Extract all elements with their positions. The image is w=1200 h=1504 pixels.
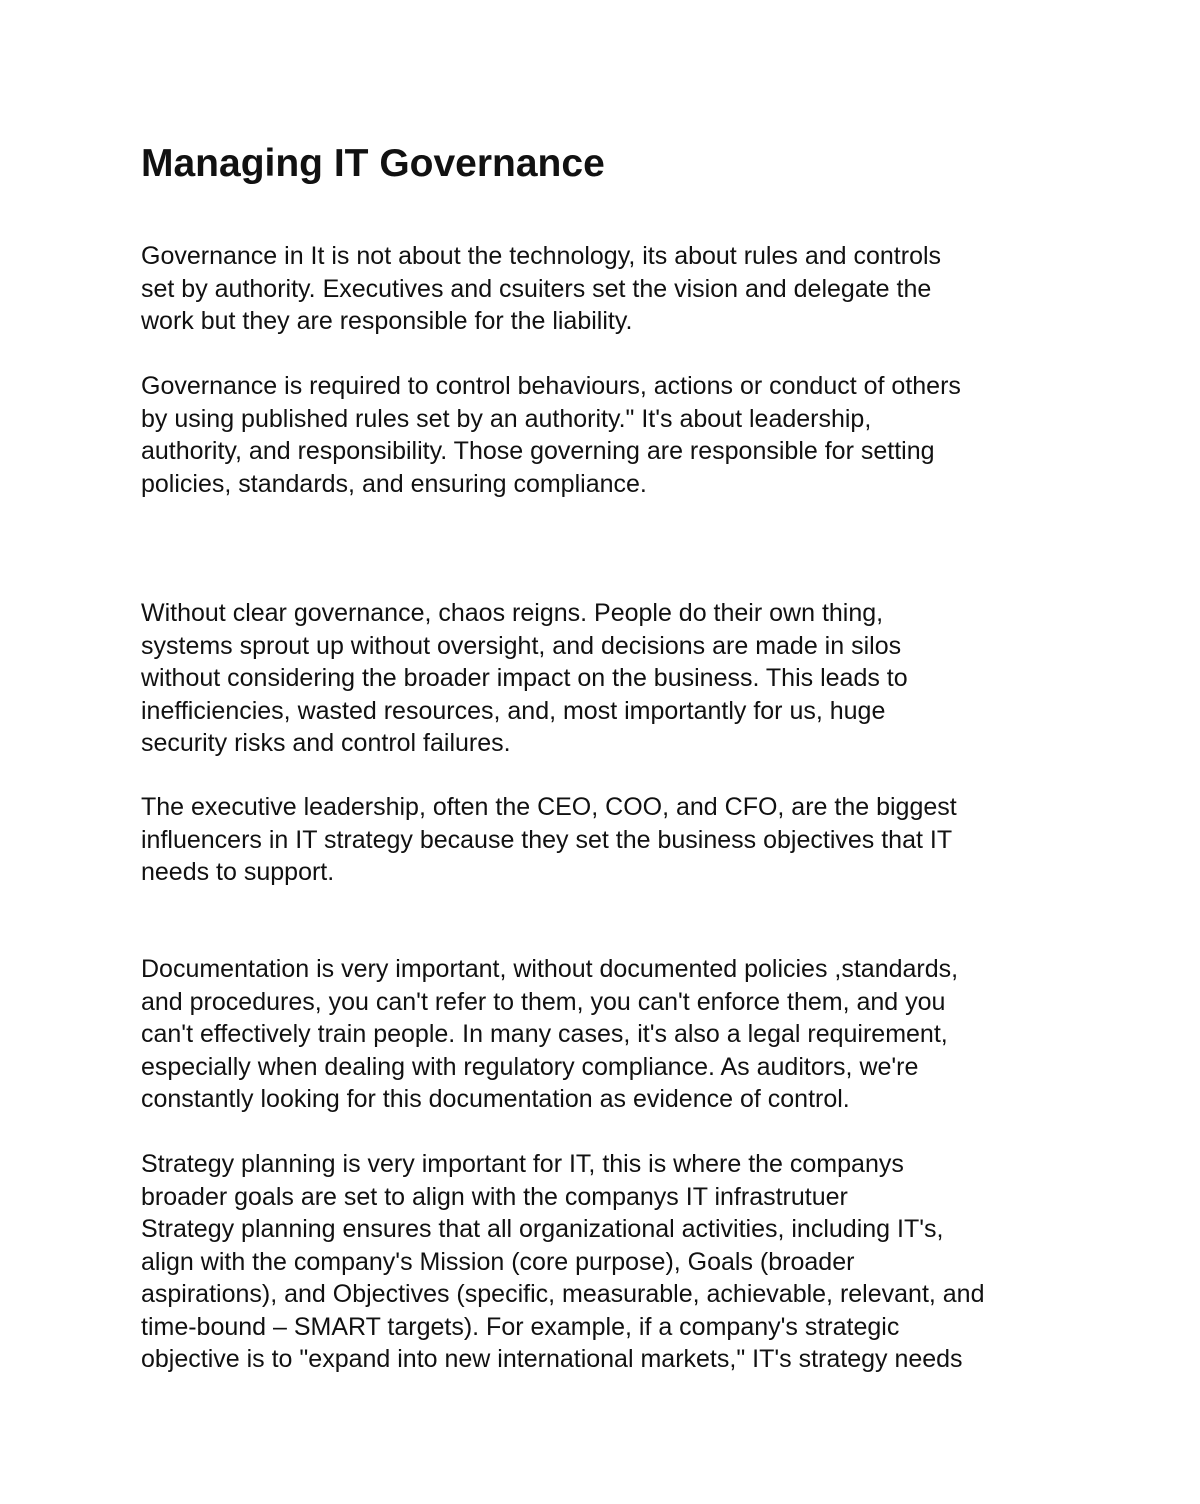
text-line: and procedures, you can't refer to them, you can't enforce them, and you [141, 987, 946, 1016]
text-line: The executive leadership, often the CEO, COO, and CFO, are the biggest [141, 793, 957, 821]
text-line: aspirations), and Objectives (specific, measurable, achievable, relevant, and [141, 1280, 985, 1308]
text-line: Strategy planning ensures that all organizational activities, including IT's, [141, 1215, 944, 1243]
text-line: policies, standards, and ensuring compliance. [141, 469, 647, 498]
page-title: Managing IT Governance [141, 142, 605, 185]
text-line: Governance is required to control behaviours, actions or conduct of others [141, 372, 961, 400]
text-line: by using published rules set by an authority." It's about leadership, [141, 404, 872, 433]
text-line: set by authority. Executives and csuiters set the vision and delegate the [141, 274, 932, 303]
text-line: objective is to "expand into new international markets," IT's strategy needs [141, 1345, 963, 1373]
paragraph-documentation [141, 953, 1081, 1116]
text-line: especially when dealing with regulatory compliance. As auditors, we're [141, 1052, 919, 1081]
text-line: Strategy planning is very important for IT, this is where the companys [141, 1150, 904, 1178]
paragraph-executive-leadership [141, 791, 1081, 889]
paragraph-governance-control [141, 370, 1081, 500]
text-line: inefficiencies, wasted resources, and, most importantly for us, huge [141, 696, 886, 725]
text-line: needs to support. [141, 858, 335, 886]
text-line: security risks and control failures. [141, 729, 511, 757]
text-line: align with the company's Mission (core purpose), Goals (broader [141, 1247, 855, 1276]
text-line: work but they are responsible for the liability. [141, 307, 633, 335]
text-line: without considering the broader impact on the business. This leads to [141, 664, 908, 692]
text-line: Governance in It is not about the technology, its about rules and controls [141, 242, 942, 270]
text-line: Documentation is very important, without documented policies ,standards, [141, 955, 959, 983]
text-line: broader goals are set to align with the companys IT infrastrutuer [141, 1182, 848, 1211]
text-line: Without clear governance, chaos reigns. People do their own thing, [141, 599, 884, 627]
text-line: systems sprout up without oversight, and decisions are made in silos [141, 631, 902, 660]
text-line: constantly looking for this documentation as evidence of control. [141, 1085, 850, 1113]
text-line: authority, and responsibility. Those governing are responsible for setting [141, 437, 935, 465]
text-line: can't effectively train people. In many cases, it's also a legal requirement, [141, 1020, 948, 1048]
text-line: time-bound – SMART targets). For example, if a company's strategic [141, 1312, 900, 1341]
paragraph-without-governance [141, 597, 1081, 760]
text-line: influencers in IT strategy because they set the business objectives that IT [141, 825, 953, 854]
paragraph-governance-definition [141, 240, 1081, 338]
paragraph-strategy-planning [141, 1148, 1081, 1376]
